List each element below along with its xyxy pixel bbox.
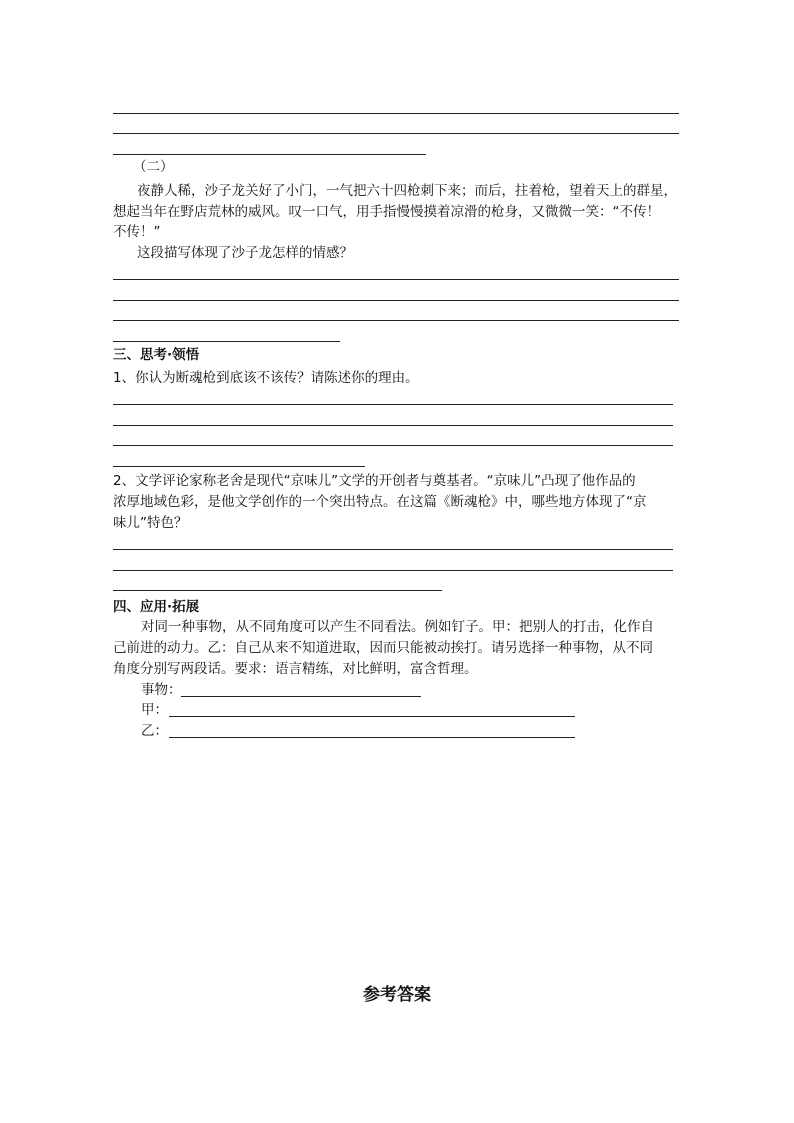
passage-text-line: 不传！”	[113, 224, 161, 240]
passage-text-line: 夜静人稀，沙子龙关好了小门，一气把六十四枪刺下来；而后，拄着枪，望着天上的群星，	[137, 183, 677, 199]
field-thing-line[interactable]	[181, 696, 421, 697]
field-a-label: 甲：	[141, 702, 168, 718]
question-2-line: 2、文学评论家称老舍是现代“京味儿”文学的开创者与奠基者。“京味儿”凸现了他作品的	[113, 473, 636, 489]
field-b-label: 乙：	[141, 723, 168, 739]
question-2-line: 味儿”特色？	[113, 515, 188, 531]
passage-heading: （二）	[133, 159, 174, 175]
answer-line[interactable]	[113, 570, 673, 571]
field-thing-label: 事物：	[141, 682, 182, 698]
answer-line[interactable]	[113, 113, 679, 114]
answers-title: 参考答案	[363, 985, 431, 1005]
section-text-line: 对同一种事物，从不同角度可以产生不同看法。例如钉子。甲：把别人的打击，化作自	[141, 619, 654, 635]
section-text-line: 角度分别写两段话。要求：语言精练，对比鲜明，富含哲理。	[113, 661, 478, 677]
answer-line[interactable]	[113, 154, 426, 155]
answer-line[interactable]	[113, 404, 673, 405]
field-b-line[interactable]	[169, 737, 575, 738]
field-a-line[interactable]	[169, 716, 575, 717]
answer-line[interactable]	[113, 320, 679, 321]
passage-text-line: 想起当年在野店荒林的威风。叹一口气，用手指慢慢摸着凉滑的枪身，又微微一笑：“不传！	[113, 204, 660, 220]
section-title: 四、应用·拓展	[113, 599, 200, 615]
section-text-line: 己前进的动力。乙：自己从来不知道进取，因而只能被动挨打。请另选择一种事物，从不同	[113, 640, 653, 656]
answer-line[interactable]	[113, 279, 679, 280]
answer-line[interactable]	[113, 549, 673, 550]
answer-line[interactable]	[113, 466, 365, 467]
answer-line[interactable]	[113, 300, 679, 301]
passage-question: 这段描写体现了沙子龙怎样的情感？	[137, 245, 353, 261]
answer-line[interactable]	[113, 425, 673, 426]
answer-line[interactable]	[113, 133, 679, 134]
answer-line[interactable]	[113, 590, 442, 591]
answer-line[interactable]	[113, 445, 673, 446]
answer-line[interactable]	[113, 341, 340, 342]
question-1: 1、你认为断魂枪到底该不该传？请陈述你的理由。	[113, 370, 419, 386]
section-title: 三、思考·领悟	[113, 347, 200, 363]
question-2-line: 浓厚地域色彩，是他文学创作的一个突出特点。在这篇《断魂枪》中，哪些地方体现了“京	[113, 494, 647, 510]
